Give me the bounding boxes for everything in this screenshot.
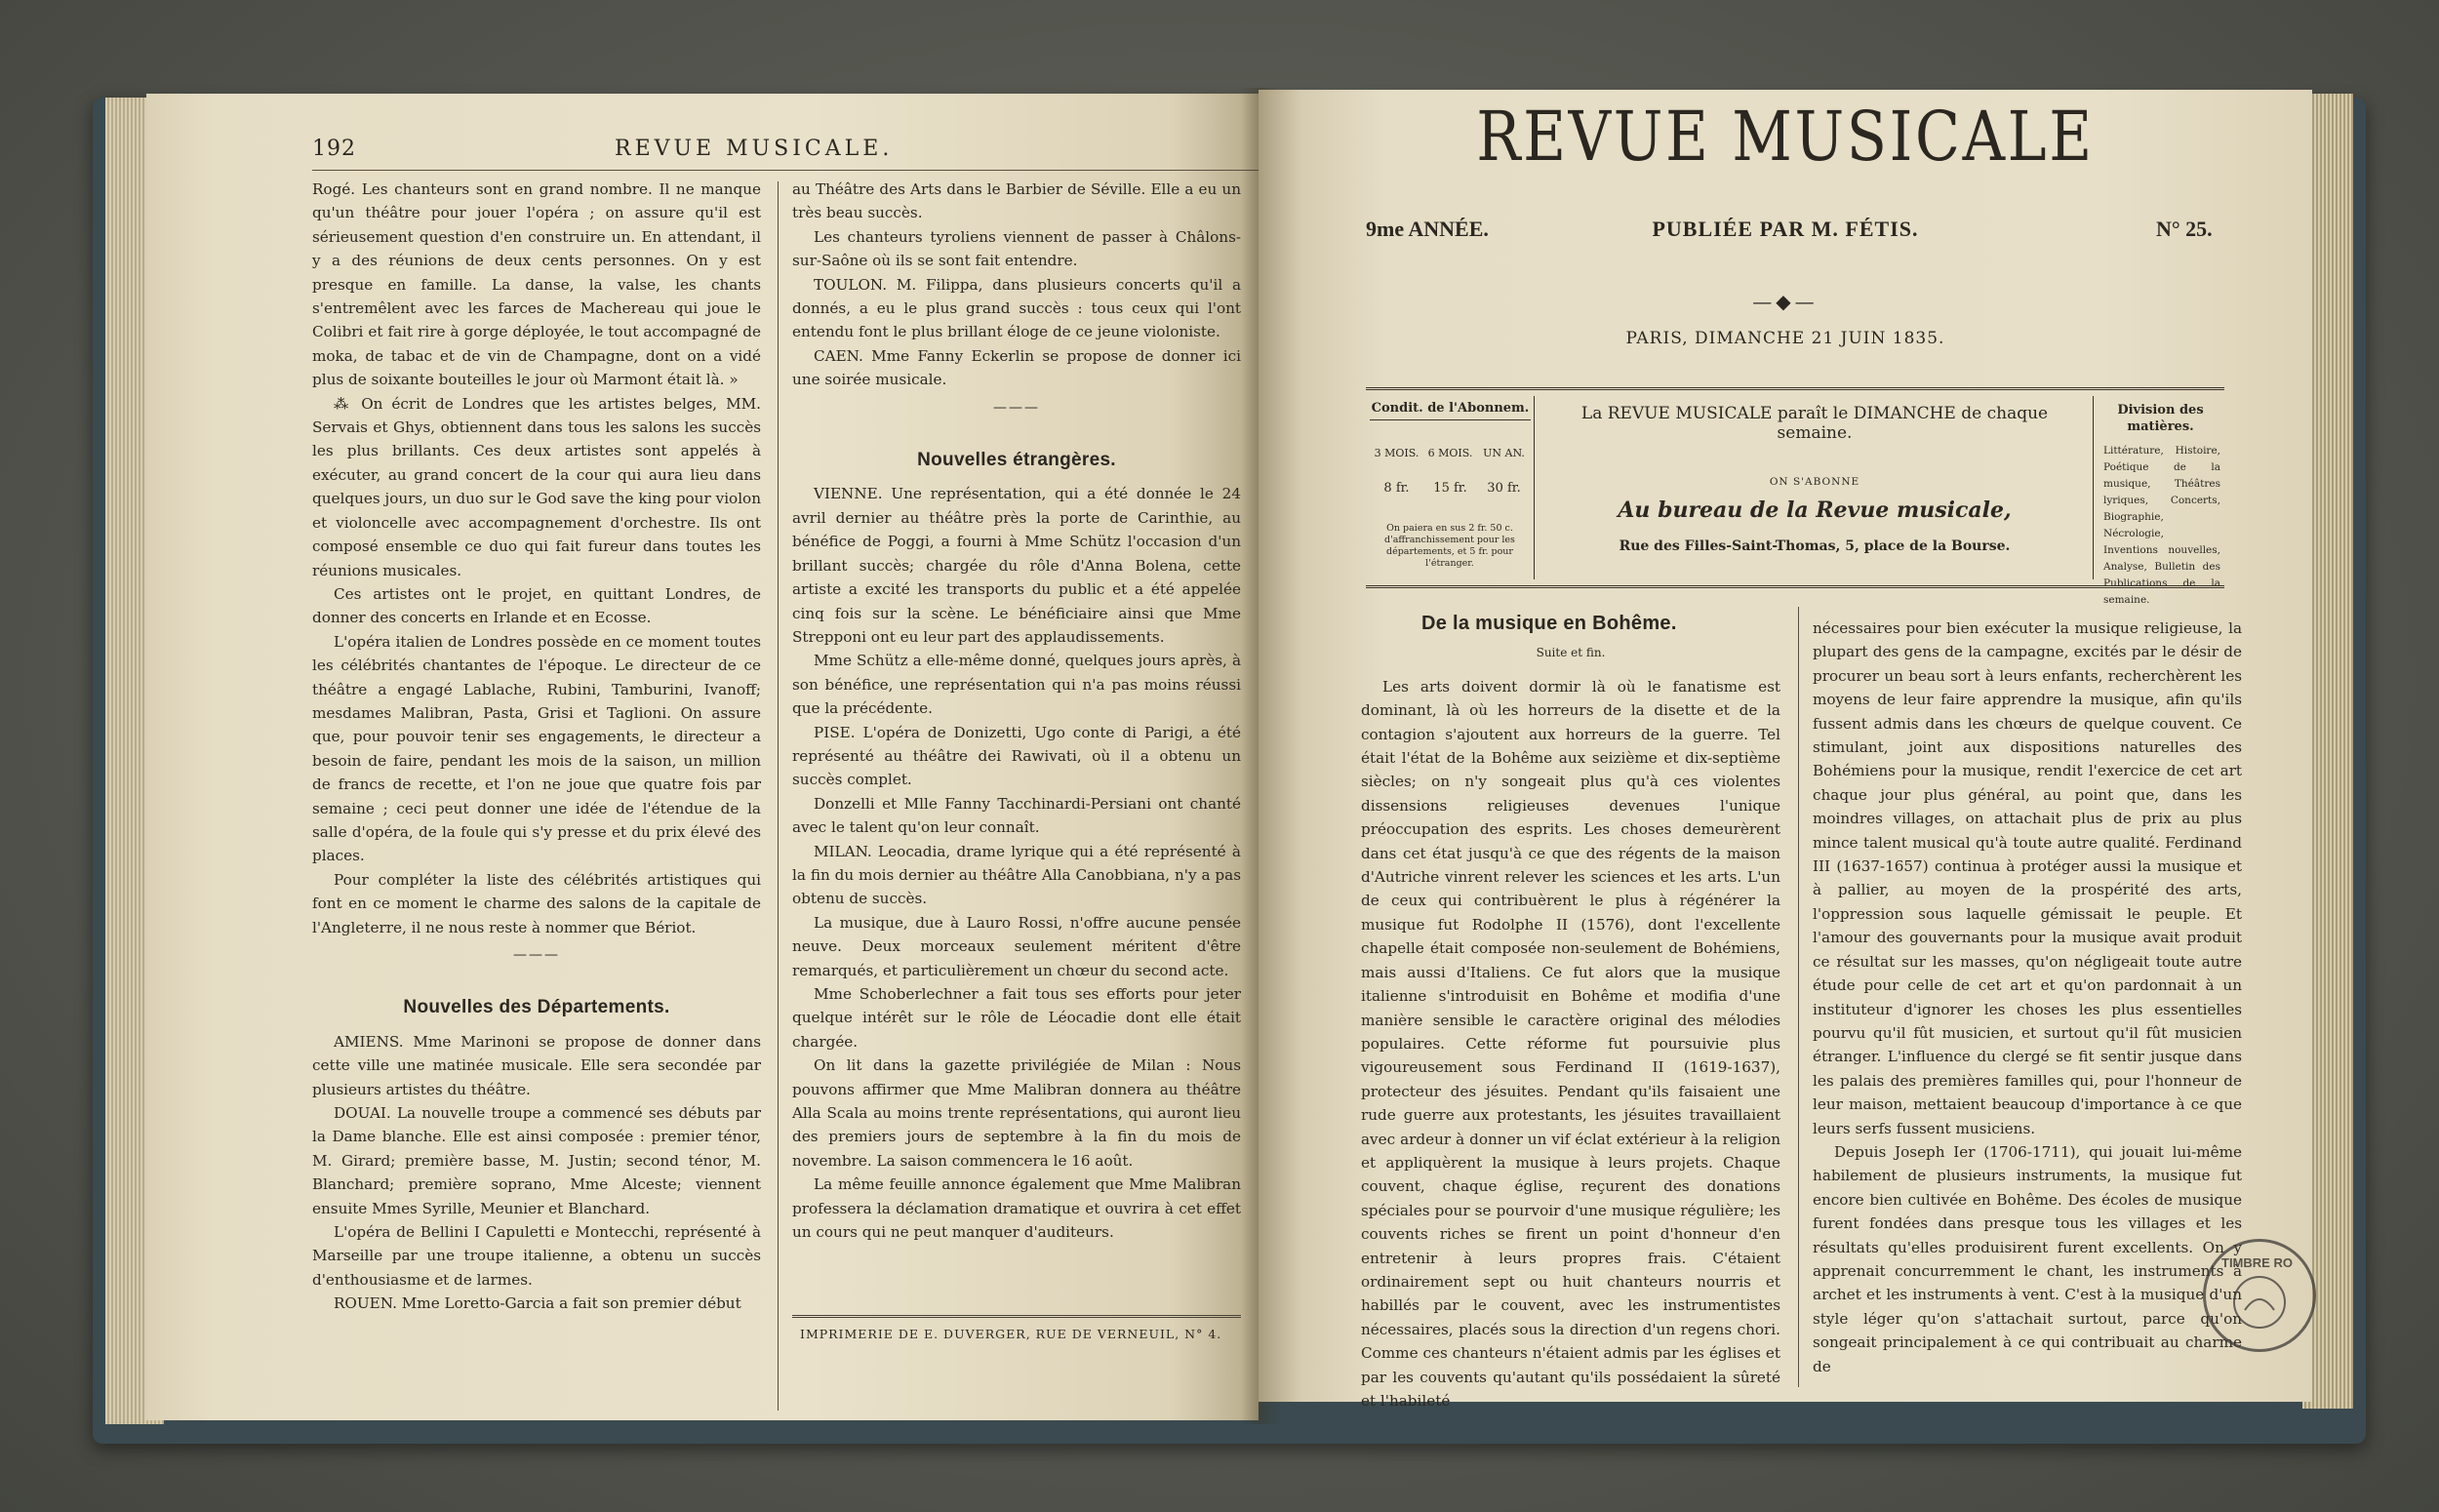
left-column-2 [792, 178, 1241, 1377]
period-label: 3 MOIS. [1374, 447, 1419, 459]
paragraph: ⁂ On écrit de Londres que les artistes belges, MM. Servais et Ghys, obtiennent dans tous les salons les succès les plus brillants. Ces deux artistes sont appelés à exécuter, au grand concert de la cour qui aura lieu dans quelques jours, un duo sur le God save the king pour violon et violoncelle avec accompagnement d'orchestre. Ils ont composé ensemble ce duo qui fait fureur dans toutes les réunions musicales. [312, 394, 761, 579]
article-title: De la musique en Bohême. [1421, 613, 1677, 634]
paragraph: DOUAI. La nouvelle troupe a commencé ses débuts par la Dame blanche. Elle est ainsi composée : premier ténor, M. Girard; première basse, M. Justin; second ténor, M. Blanchard; première soprano, Mme Alceste; viennent ensuite Mmes Syrille, Meunier et Blanchard. [312, 1104, 761, 1217]
paragraph: Mme Schoberlechner a fait tous ses efforts pour jeter quelque intérêt sur le rôle de Léocadie dont elle était chargée. [792, 985, 1241, 1051]
period-label: 6 MOIS. [1427, 447, 1473, 459]
paragraph: Pour compléter la liste des célébrités artistiques qui font en ce moment le charme des salons de la capitale de l'Angleterre, il ne nous reste à nommer que Bériot. [312, 870, 761, 936]
subscription-prices [1370, 480, 1531, 497]
conditions-title: Condit. de l'Abonnem. [1371, 401, 1530, 416]
right-column-1 [1361, 612, 1780, 1410]
paragraph: au Théâtre des Arts dans le Barbier de Séville. Elle a eu un très beau succès. [792, 180, 1241, 222]
stamp-text: TIMBRE RO [2221, 1255, 2293, 1270]
issue-date: PARIS, DIMANCHE 21 JUIN 1835. [1625, 329, 1945, 348]
head-rule [312, 170, 1288, 171]
paragraph: Donzelli et Mlle Fanny Tacchinardi-Persiani ont chanté avec le talent qu'on leur connaît. [792, 794, 1241, 837]
left-column-1 [312, 178, 761, 1418]
paragraph: Les arts doivent dormir là où le fanatisme est dominant, là où les horreurs de la disette et de la contagion s'ajoutent aux horreurs de la guerre. Tel était l'état de la Bohême aux seizième et dix-septième siècles; on n'y songeait plus qu'à ces violentes dissensions religieuses devenues l'unique préoccupation des esprits. Les choses demeurèrent dans cet état jusqu'à ce que des régents de la maison d'Autriche vinrent relever les sciences et les arts. L'un de ceux qui contribuèrent le plus à régénérer la musique fut Rodolphe II (1576), dont l'excellente chapelle était composée non-seulement de Bohémiens, mais aussi d'Italiens. Ce fut alors que la musique italienne s'introduisit en Bohême et modifia d'une manière sensible le caractère original des mélodies populaires. Cette réforme fut poursuivie plus vigoureusement sous Ferdinand II (1619-1637), protecteur des jésuites. Pendant qu'ils faisaient une rude guerre aux protestants, les jésuites travaillaient avec ardeur à donner un vif éclat extérieur à la religion et appliquèrent la musique à leurs projets. Chaque couvent, chaque église, reçurent des donations spéciales pour se pourvoir d'une musique régulière; les couvents riches se firent un point d'honneur d'en entretenir à leurs propres frais. C'étaient ordinairement sept ou huit chanteurs nourris et habillés par le couvent, avec les instrumentistes nécessaires, placés sous la direction d'un regens chori. Comme ces chanteurs n'étaient admis par les églises et par les couvents qu'autant qu'ils possédaient la sûreté et l'habileté [1361, 677, 1780, 1410]
paragraph: Ces artistes ont le projet, en quittant Londres, de donner des concerts en Irlande et en Ecosse. [312, 584, 761, 627]
ornament: ——— [993, 399, 1040, 416]
stamp-emblem-icon [2206, 1242, 2313, 1349]
bureau-line: Au bureau de la Revue musicale, [1618, 497, 2012, 523]
price: 30 fr. [1487, 481, 1521, 496]
section-heading-foreign: Nouvelles étrangères. [917, 450, 1116, 471]
box-divider [2093, 396, 2094, 579]
paragraph: On lit dans la gazette privilégiée de Milan : Nous pouvons affirmer que Mme Malibran donnera au théâtre Alla Scala au moins trente représentations, qui auront lieu des premiers jours de septembre à la fin du mois de novembre. La saison commencera le 16 août. [792, 1056, 1241, 1170]
paragraph: La même feuille annonce également que Mme Malibran professera la déclamation dramatique et ouvrira à cet effet un cours qui ne peut manquer d'auditeurs. [792, 1175, 1241, 1242]
left-page [146, 94, 1259, 1420]
printer-imprint: IMPRIMERIE DE E. DUVERGER, RUE DE VERNEUIL, N° 4. [800, 1327, 1222, 1341]
paragraph: Rogé. Les chanteurs sont en grand nombre. Il ne manque qu'un théâtre pour jouer l'opéra ; on assure qu'il est sérieusement question d'en construire un. En attendant, il y a des réunions de deux cents personnes. On y est presque en famille. La danse, la valse, les chants s'entremêlent avec les farces de Machereau qui joue le Colibri et fait rire à gorge déployée, le tout accompagné de moka, de tabac et de vin de Champagne, dont on a vidé plus de soixante bouteilles le jour où Marmont était là. » [312, 180, 761, 389]
column-rule [1798, 607, 1799, 1387]
page-number: 192 [312, 137, 356, 161]
paragraph: VIENNE. Une représentation, qui a été donnée le 24 avril dernier au théâtre près la porte de Carinthie, au bénéfice de Poggi, a fourni à Mme Schütz l'occasion d'un brillant succès; chargée du rôle d'Anna Bolena, cette artiste a excité les transports du public et a été appelée cinq fois sur la scène. Le bénéficiaire ainsi que Mme Strepponi ont eu leur part des applaudissements. [792, 485, 1241, 646]
bureau-address: Rue des Filles-Saint-Thomas, 5, place de la Bourse. [1619, 538, 2011, 554]
division-title: Division des matières. [2117, 403, 2204, 434]
price: 15 fr. [1433, 481, 1467, 496]
subscription-box [1366, 387, 2224, 606]
paragraph: L'opéra italien de Londres possède en ce moment toutes les célébrités chantantes de l'époque. Le directeur de ce théâtre a engagé Lablache, Rubini, Tamburini, Ivanoff; mesdames Malibran, Pasta, Grisi et Taglioni. On assure que, pour pouvoir tenir ses engagements, le directeur a besoin de faire, pendant les mois de la saison, un million de francs de recette, et l'on ne joue que quatre fois par semaine ; ceci peut donner une idée de l'étendue de la salle d'opéra, de la foule qui s'y presse et du prix élevé des places. [312, 632, 761, 865]
paragraph: AMIENS. Mme Marinoni se propose de donner dans cette ville une matinée musicale. Elle sera secondée par plusieurs artistes du théâtre. [312, 1032, 761, 1098]
right-page [1259, 90, 2312, 1410]
issue-number: N° 25. [2156, 217, 2213, 241]
division-list: Littérature, Histoire, Poétique de la musique, Théâtres lyriques, Concerts, Biographie, Nécrologie, Inventions nouvelles, Analyse, Bulletin des Publications de la semaine. [2103, 445, 2220, 606]
paragraph: La musique, due à Lauro Rossi, n'offre aucune pensée neuve. Deux morceaux seulement méritent d'être remarqués, et particulièrement un chœur du second acte. [792, 913, 1241, 979]
publication-notice: La REVUE MUSICALE paraît le DIMANCHE de chaque semaine. [1580, 404, 2049, 443]
subscription-periods [1370, 447, 1531, 460]
ornament: ——— [513, 947, 560, 963]
paragraph: Les chanteurs tyroliens viennent de passer à Châlons-sur-Saône où ils se sont fait entendre. [792, 227, 1241, 270]
library-stamp [2203, 1239, 2316, 1352]
price: 8 fr. [1383, 481, 1410, 496]
paragraph: PISE. L'opéra de Donizetti, Ugo conte di Parigi, a été représenté au théâtre dei Rawivati, où il a obtenu un succès complet. [792, 723, 1241, 789]
section-heading-departments: Nouvelles des Départements. [403, 997, 670, 1018]
masthead-title: REVUE MUSICALE [1476, 97, 2095, 177]
paragraph: Depuis Joseph Ier (1706-1711), qui jouait lui-même habilement de plusieurs instruments, la musique fut encore bien cultivée en Bohême. Des écoles de musique furent fondées dans presque tous les villages et les résultats qu'elles produisirent furent excellents. On y apprenait concurremment le chant, les instruments à archet et les instruments à vent. C'est à la musique d'un style léger qu'on s'attachait surtout, parce qu'on songeait principalement à ce qui contribuait au charme de [1813, 1142, 2242, 1375]
right-column-2 [1813, 617, 2242, 1387]
masthead-ornament: —◆— [1752, 290, 1819, 313]
paragraph: Mme Schütz a elle-même donné, quelques jours après, à son bénéfice, une représentation qui n'a pas moins réussi que la précédente. [792, 652, 1241, 718]
running-title: REVUE MUSICALE. [615, 137, 894, 161]
article-subtitle: Suite et fin. [1536, 646, 1606, 660]
paragraph: nécessaires pour bien exécuter la musique religieuse, la plupart des gens de la campagne, excités par le désir de procurer un beau sort à leurs enfants, recherchèrent les moyens de leur faire apprendre la musique, afin qu'ils fussent admis dans les chœurs de quelque couvent. Ce stimulant, joint aux dispositions naturelles des Bohémiens pour la musique, rendit l'exercice de cet art chaque jour plus général, au point que, dans les moindres villages, on attachait plus de prix au plus mince talent musical qu'à toute autre qualité. Ferdinand III (1637-1657) continua à protéger aussi la musique et à pallier, au moyen de la prospérité des arts, l'oppression sous laquelle gémissait le peuple. Et l'amour des gouvernants pour la musique avait produit ce résultat sur les masses, qu'on négligeait toute autre étude pour celle de cet art et qu'on pardonnait à un instituteur d'ignorer les choses les plus essentielles pourvu qu'il fût musicien, et surtout qu'il fût musicien étranger. L'influence du clergé se fit sentir jusque dans les palais des premières familles qui, pour l'honneur de leur maison, mettaient beaucoup d'importance à ce que leurs serfs fussent musiciens. [1813, 619, 2242, 1137]
on-sabonne: ON S'ABONNE [1769, 476, 1860, 488]
paragraph: MILAN. Leocadia, drame lyrique qui a été représenté à la fin du mois dernier au théâtre Alla Canobbiana, n'y a pas obtenu de succès. [792, 842, 1241, 908]
box-divider [1534, 396, 1535, 579]
box-rule [1370, 419, 1531, 420]
postage-note: On paiera en sus 2 fr. 50 c. d'affranchissement pour les départements, et 5 fr. pour l'étranger. [1384, 523, 1515, 569]
paragraph: TOULON. M. Filippa, dans plusieurs concerts qu'il a donnés, a eu le plus grand succès : tous ceux qui l'ont entendu font le plus brillant éloge de ce jeune violoniste. [792, 275, 1241, 341]
paragraph: CAEN. Mme Fanny Eckerlin se propose de donner ici une soirée musicale. [792, 346, 1241, 389]
publisher-label: PUBLIÉE PAR M. FÉTIS. [1652, 217, 1919, 241]
year-label: 9me ANNÉE. [1366, 217, 1489, 241]
paragraph: L'opéra de Bellini I Capuletti e Montecchi, représenté à Marseille par une troupe italienne, a obtenu un succès d'enthousiasme et de larmes. [312, 1223, 761, 1289]
paragraph: ROUEN. Mme Loretto-Garcia a fait son premier début [334, 1294, 741, 1313]
printer-rule [792, 1315, 1241, 1320]
column-rule [778, 181, 779, 1411]
running-head [146, 137, 1259, 172]
period-label: UN AN. [1483, 447, 1525, 459]
